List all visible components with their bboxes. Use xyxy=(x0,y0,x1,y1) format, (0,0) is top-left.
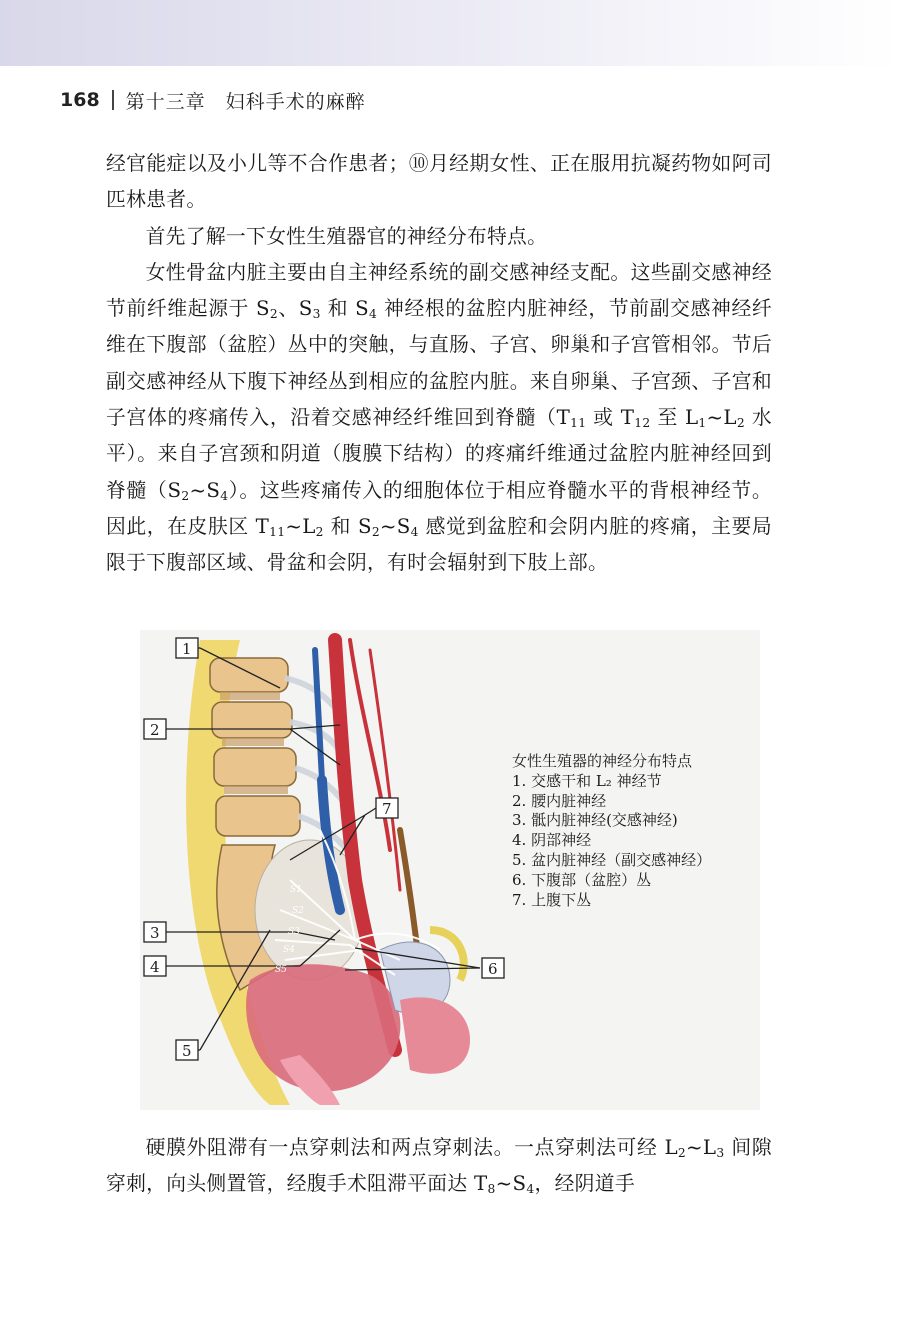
legend-item-5: 5. 盆内脏神经（副交感神经） xyxy=(512,850,712,869)
chapter-title: 第十三章 妇科手术的麻醉 xyxy=(125,90,366,113)
page-number: 168 xyxy=(60,89,100,111)
svg-text:5: 5 xyxy=(182,1042,192,1060)
sacral-label-s5: S5 xyxy=(275,965,287,975)
callout-3 xyxy=(144,922,166,942)
legend-item-1: 1. 交感干和 L₂ 神经节 xyxy=(512,771,662,790)
callout-5 xyxy=(176,1040,198,1060)
callout-7 xyxy=(376,798,398,818)
figure-legend xyxy=(512,752,752,910)
paragraph-1: 经官能症以及小儿等不合作患者；⑩月经期女性、正在服用抗凝药物如阿司匹林患者。 xyxy=(106,152,772,212)
sacral-label-s4: S4 xyxy=(283,945,295,955)
sacral-label-s3: S3 xyxy=(288,927,300,937)
svg-text:4: 4 xyxy=(150,958,160,976)
body-text xyxy=(106,146,772,582)
bottom-paragraph xyxy=(106,1130,772,1203)
header-divider xyxy=(112,90,114,110)
legend-item-3: 3. 骶内脏神经(交感神经) xyxy=(512,811,678,830)
callout-6 xyxy=(482,958,504,978)
svg-text:7: 7 xyxy=(382,800,392,818)
svg-text:2: 2 xyxy=(150,721,160,739)
callout-1 xyxy=(176,638,198,658)
running-head xyxy=(60,86,366,114)
legend-item-4: 4. 阴部神经 xyxy=(512,831,592,850)
svg-text:6: 6 xyxy=(488,960,498,978)
legend-item-7: 7. 上腹下丛 xyxy=(512,890,592,909)
callout-2 xyxy=(144,719,166,739)
legend-item-6: 6. 下腹部（盆腔）丛 xyxy=(512,870,652,889)
paragraph-4: 硬膜外阻滞有一点穿刺法和两点穿刺法。一点穿刺法可经 $L_2\sim L_3$ 间隙穿刺，向头侧置管，经腹手术阻滞平面达 $T_8\sim S_4$，经阴道手 xyxy=(106,1136,772,1197)
legend-item-2: 2. 腰内脏神经 xyxy=(512,791,607,810)
svg-text:1: 1 xyxy=(182,640,192,658)
paragraph-3: 女性骨盆内脏主要由自主神经系统的副交感神经支配。这些副交感神经节前纤维起源于 $S_2$、$S_3$ 和 $S_4$ 神经根的盆腔内脏神经，节前副交感神经纤维在下腹部（盆腔）丛中的突触，与直肠、子宫、卵巢和子宫管相邻。节后副交感神经从下腹下神经丛到相应的盆腔内脏。来自卵巢、子宫颈、子宫和子宫体的疼痛传入，沿着交感神经纤维回到脊髓（$T_{11}$ 或 $T_{12}$ 至 $L_1\sim L_2$ 水平）。来自子宫颈和阴道（腹膜下结构）的疼痛纤维通过盆腔内脏神经回到脊髓$(S_2\sim S_4)$。这些疼痛传入的细胞体位于相应脊髓水平的背根神经节。因此，在皮肤区 $T_{11}\sim L_2$ 和 $S_2\sim S_4$ 感觉到盆腔和会阴内脏的疼痛，主要局限于下腹部区域、骨盆和会阴，有时会辐射到下肢上部。 xyxy=(106,260,773,575)
top-decorative-band xyxy=(0,0,900,66)
svg-text:3: 3 xyxy=(150,924,160,942)
legend-title: 女性生殖器的神经分布特点 xyxy=(512,752,693,770)
sacral-label-s1: S1 xyxy=(290,885,302,895)
callout-4 xyxy=(144,956,166,976)
paragraph-2: 首先了解一下女性生殖器官的神经分布特点。 xyxy=(145,224,548,248)
sacral-label-s2: S2 xyxy=(292,906,304,916)
